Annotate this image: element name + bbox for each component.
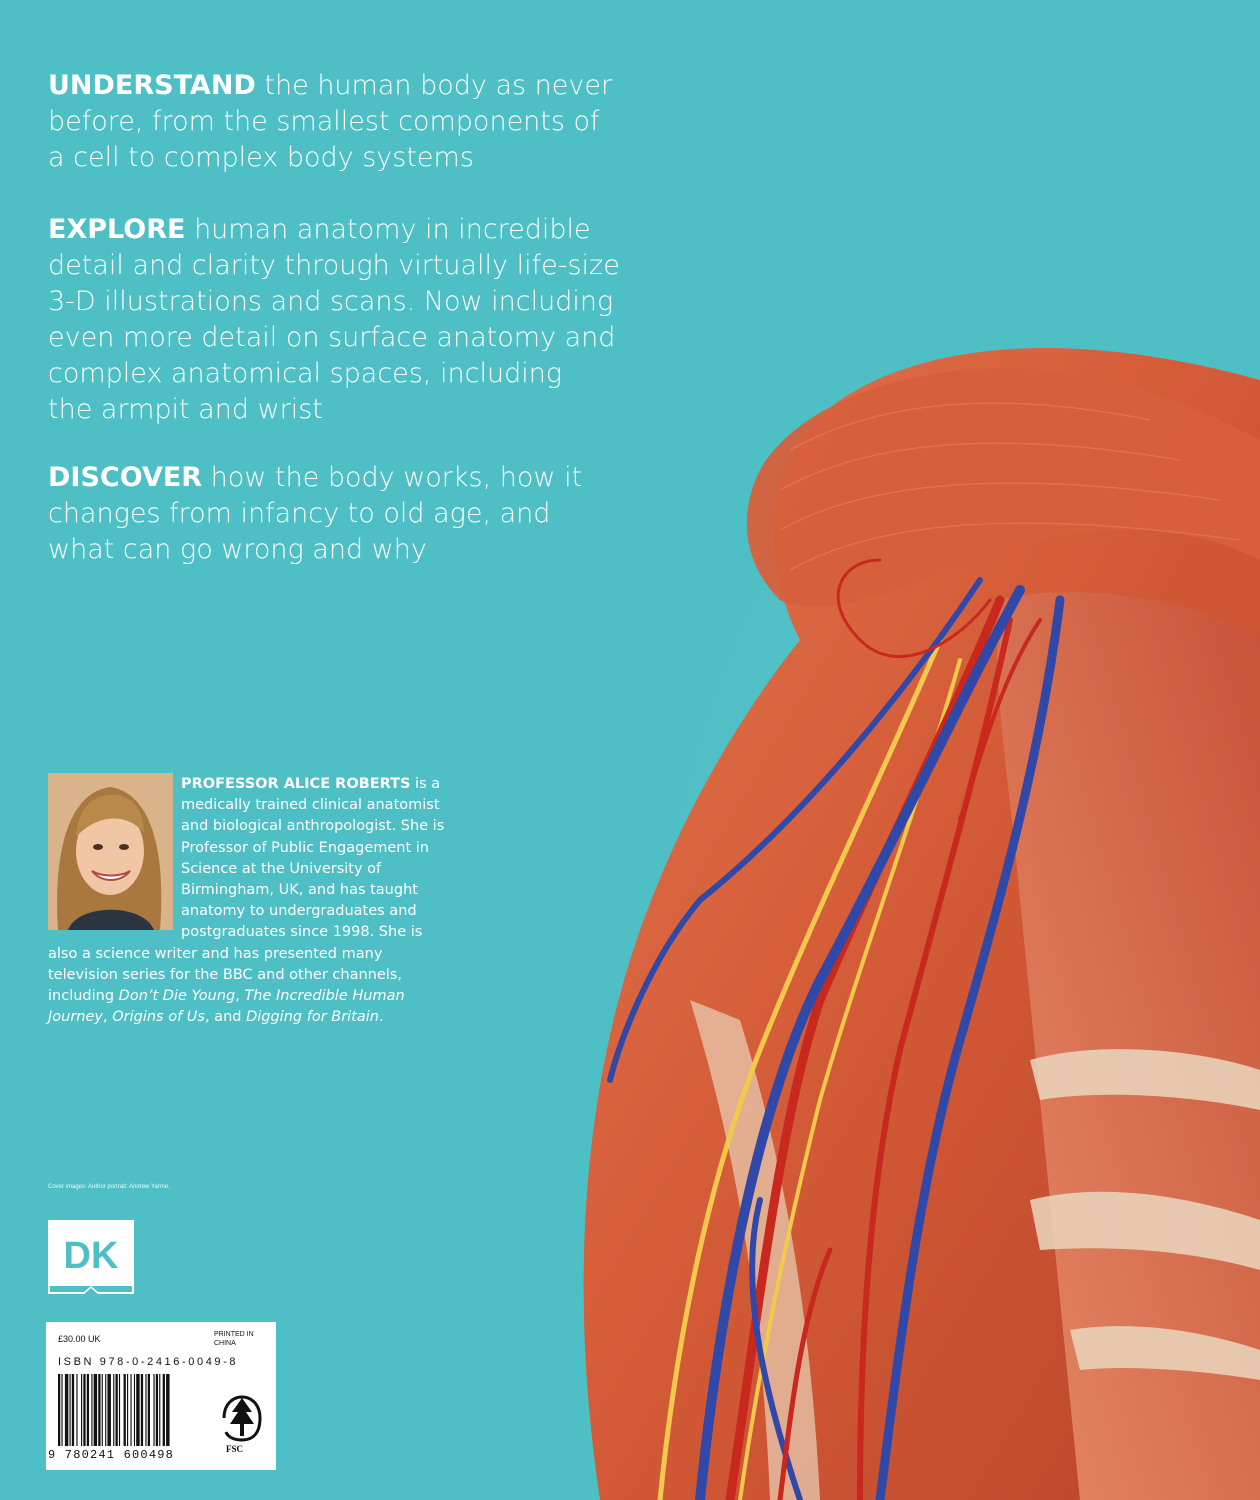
explore-line-5: complex anatomical spaces, including <box>48 358 563 389</box>
explore-line-3: 3-D illustrations and scans. Now including <box>48 286 614 317</box>
dk-logo-text: DK <box>63 1235 119 1277</box>
explore-line-4: even more detail on surface anatomy and <box>48 322 616 353</box>
barcode-bars <box>58 1374 208 1448</box>
understand-line-1: the human body as never <box>255 70 613 101</box>
author-bio-text: is a medically trained clinical anatomist and biological anthropologist. She is Professor of Public Engagement in Science at the University of Birmingham, UK, and has taught anatomy to undergraduates and postgraduates since 1998. She is also a science writer and has presented many television series for the BBC and other channels, including <box>48 776 445 1005</box>
understand-lead: UNDERSTAND <box>48 70 256 101</box>
explore-lead: EXPLORE <box>48 214 186 245</box>
fsc-label: FSC <box>226 1444 244 1454</box>
barcode-digits: 9 780241 600498 <box>48 1448 175 1462</box>
author-name: PROFESSOR ALICE ROBERTS <box>181 776 411 792</box>
explore-line-1: human anatomy in incredible <box>185 214 591 245</box>
understand-paragraph <box>48 68 648 176</box>
author-bio <box>48 774 448 1028</box>
show-title: Don’t Die Young <box>118 988 236 1005</box>
explore-paragraph <box>48 212 648 428</box>
separator: , <box>235 988 245 1005</box>
bio-end: . <box>379 1009 384 1026</box>
understand-line-2: before, from the smallest components of <box>48 106 600 137</box>
discover-line-1: how the body works, how it <box>202 462 583 493</box>
show-title: The Incredible Human Journey <box>48 988 405 1026</box>
dk-logo <box>48 1220 134 1296</box>
discover-line-2: changes from infancy to old age, and <box>48 498 551 529</box>
barcode-panel <box>46 1322 276 1470</box>
discover-paragraph <box>48 460 648 568</box>
discover-line-3: what can go wrong and why <box>48 534 427 565</box>
explore-line-2: detail and clarity through virtually life-size <box>48 250 620 281</box>
image-credit: Cover images: Author portrait: Andrew Yarme. <box>48 1184 170 1190</box>
separator: , <box>103 1009 113 1026</box>
separator: , and <box>204 1009 247 1026</box>
show-title: Origins of Us <box>112 1009 205 1026</box>
price: £30.00 UK <box>58 1334 101 1344</box>
understand-line-3: a cell to complex body systems <box>48 142 474 173</box>
explore-line-6: the armpit and wrist <box>48 394 323 425</box>
show-title: Digging for Britain <box>246 1009 379 1026</box>
printed-in: PRINTED IN CHINA <box>214 1331 254 1347</box>
isbn: ISBN 978-0-2416-0049-8 <box>58 1356 239 1368</box>
discover-lead: DISCOVER <box>48 462 203 493</box>
